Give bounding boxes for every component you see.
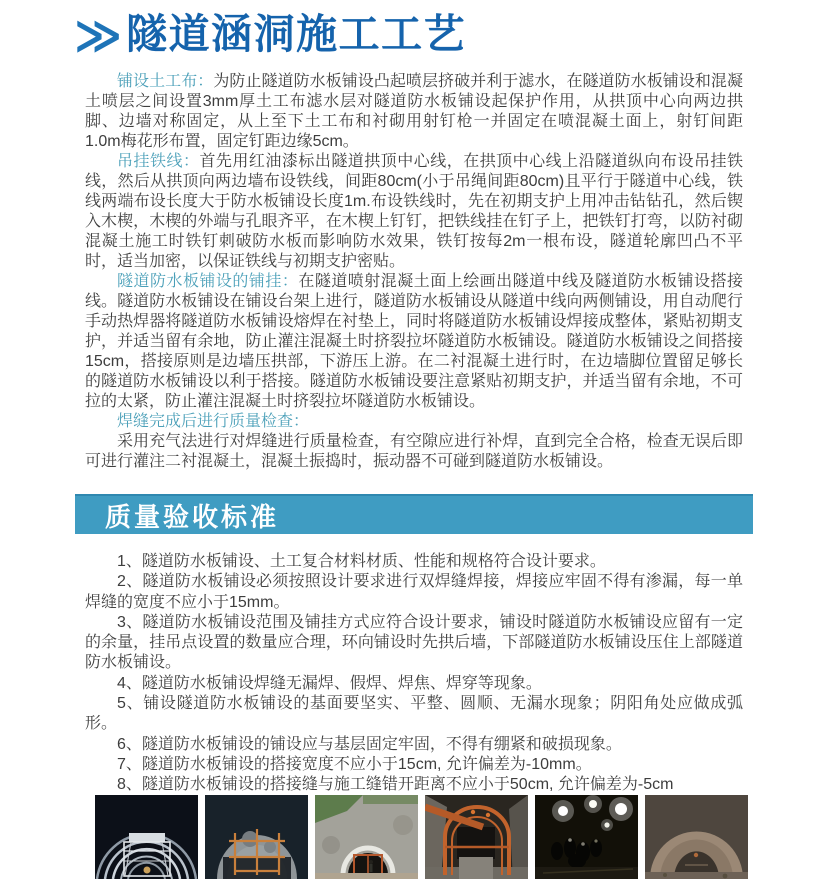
photo-orange-lining-trolley bbox=[425, 795, 528, 879]
paragraph-geotextile bbox=[85, 72, 743, 152]
paragraph-membrane-hanging bbox=[85, 272, 743, 412]
standards-item-2: 2、隧道防水板铺设必须按照设计要求进行双焊缝焊接，焊接应牢固不得有渗漏，每一单焊缝的宽度不应小于15mm。 bbox=[85, 573, 743, 611]
photo-strip bbox=[95, 795, 748, 879]
paragraph-hanging-wire bbox=[85, 152, 743, 272]
inspection-heading: 焊缝完成后进行质量检查： bbox=[117, 413, 310, 430]
standards-item-7: 7、隧道防水板铺设的搭接宽度不应小于15cm, 允许偏差为-10mm。 bbox=[117, 755, 592, 773]
paragraph-text: 首先用红油漆标出隧道拱顶中心线，在拱顶中心线上沿隧道纵向布设吊挂铁线，然后从拱顶向两边墙布设铁线，间距80cm(小于吊绳间距80cm)且平行于隧道中心线，铁线两端布设长度大于防水板铺设长度1m.布设铁线时，先在初期支护上用冲击钻钻孔，然后锲入木楔，木楔的外端与孔眼齐平，在木楔上钉钉，把铁线挂在钉子上，把铁钉打弯，以防衬砌混凝土施工时铁钉刺破防水板而影响防水效果，铁钉按每2m一根布设，隧道轮廓凹凸不平时，适当加密，以保证铁线与初期支护密贴。 bbox=[85, 153, 743, 270]
photo-tunnel-portal-formwork bbox=[315, 795, 418, 879]
photo-tunnel-steel-arch-ribs bbox=[95, 795, 198, 879]
double-chevron-icon: ≫ bbox=[74, 8, 119, 61]
process-section bbox=[85, 72, 743, 472]
standards-item-4: 4、隧道防水板铺设焊缝无漏焊、假焊、焊焦、焊穿等现象。 bbox=[117, 674, 542, 692]
standards-banner bbox=[75, 494, 753, 534]
standards-item-5: 5、铺设隧道防水板铺设的基面要坚实、平整、圆顺、无漏水现象；阴阳角处应做成弧形。 bbox=[85, 695, 743, 733]
standards-banner-title: 质量验收标准 bbox=[105, 501, 280, 532]
standards-item-8: 8、隧道防水板铺设的搭接缝与施工缝错开距离不应小于50cm, 允许偏差为-5cm bbox=[117, 776, 674, 794]
paragraph-lead: 铺设土工布： bbox=[117, 73, 214, 90]
inspection-text: 采用充气法进行对焊缝进行质量检查，有空隙应进行补焊，直到完全合格，检查无误后即可进行灌注二衬混凝土，混凝土振捣时，振动器不可碰到隧道防水板铺设。 bbox=[85, 433, 743, 470]
standards-list bbox=[85, 552, 743, 796]
paragraph-lead: 隧道防水板铺设的铺挂： bbox=[117, 273, 299, 290]
paragraph-text: 为防止隧道防水板铺设凸起喷层挤破并利于滤水，在隧道防水板铺设和混凝土喷层之间设置3mm厚土工布滤水层对隧道防水板铺设起保护作用，从拱顶中心向两边拱脚、边墙对称固定，从上至下土工布和衬砌用射钉枪一并固定在喷混凝土面上，射钉间距1.0m梅花形布置，固定钉距边缘5cm。 bbox=[85, 73, 743, 150]
photo-shotcrete-dome-scaffold bbox=[205, 795, 308, 879]
standards-item-3: 3、隧道防水板铺设范围及铺挂方式应符合设计要求，铺设时隧道防水板铺设应留有一定的余量，挂吊点设置的数量应合理，环向铺设时先拱后墙，下部隧道防水板铺设压住上部隧道防水板铺设。 bbox=[85, 613, 743, 672]
standards-item-1: 1、隧道防水板铺设、土工复合材料材质、性能和规格符合设计要求。 bbox=[117, 553, 606, 570]
photo-workers-under-floodlights bbox=[535, 795, 638, 879]
standards-item-6: 6、隧道防水板铺设的铺设应与基层固定牢固，不得有绷紧和破损现象。 bbox=[117, 735, 622, 753]
page-title: 隧道涵洞施工工艺 bbox=[126, 11, 467, 57]
paragraph-lead: 吊挂铁线： bbox=[117, 153, 200, 170]
page-header bbox=[74, 10, 466, 59]
photo-secondary-lining-interior bbox=[645, 795, 748, 879]
paragraph-text: 在隧道喷射混凝土面上绘画出隧道中线及隧道防水板铺设搭接线。隧道防水板铺设在铺设台架上进行，隧道防水板铺设从隧道中线向两侧铺设，用自动爬行手动热焊器将隧道防水板铺设熔焊在衬垫上，同时将隧道防水板铺设焊接成整体，紧贴初期支护，并适当留有余地，防止灌注混凝土时挤裂拉坏隧道防水板铺设。隧道防水板铺设之间搭接15cm，搭接原则是边墙压拱部，下游压上游。在二衬混凝土进行时，在边墙脚位置留足够长的隧道防水板铺设以利于搭接。隧道防水板铺设要注意紧贴初期支护，并适当留有余地，不可拉的太紧，防止灌注混凝土时挤裂拉坏隧道防水板铺设。 bbox=[85, 273, 743, 410]
